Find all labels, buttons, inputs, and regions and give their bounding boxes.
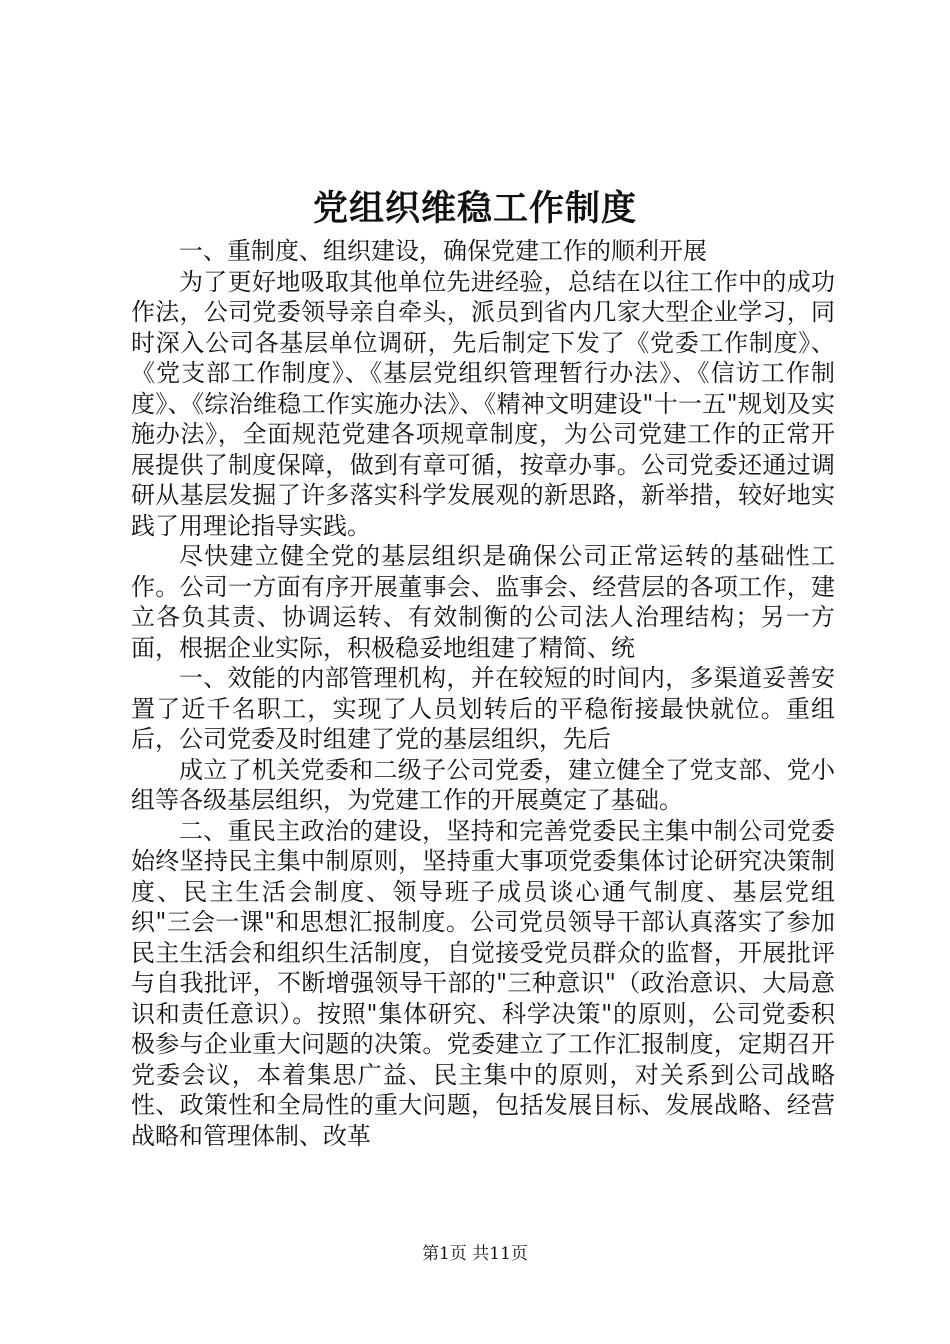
paragraph: 为了更好地吸取其他单位先进经验，总结在以往工作中的成功作法，公司党委领导亲自牵头，派员到省内几家大型企业学习，同时深入公司各基层单位调研，先后制定下发了《党委工作制度》、《党支部工作制度》、《基层党组织管理暂行办法》、《信访工作制度》、《综治维稳工作实施办法》、《精神文明建设"十一五"规划及实施办法》，全面规范党建各项规章制度，为公司党建工作的正常开展提供了制度保障，做到有章可循，按章办事。公司党委还通过调研从基层发掘了许多落实科学发展观的新思路，新举措，较好地实践了用理论指导实践。: [131, 267, 835, 540]
section-heading-1: 一、重制度、组织建设，确保党建工作的顺利开展: [179, 237, 707, 265]
paragraph: 成立了机关党委和二级子公司党委，建立健全了党支部、党小组等各级基层组织，为党建工作的开展奠定了基础。: [131, 755, 835, 814]
paragraph: 一、效能的内部管理机构，并在较短的时间内，多渠道妥善安置了近千名职工，实现了人员划转后的平稳衔接最快就位。重组后，公司党委及时组建了党的基层组织，先后: [131, 664, 835, 753]
document-body: [131, 236, 835, 1151]
document-title: 党组织维稳工作制度: [312, 188, 637, 229]
page-footer: 第1页 共11页: [422, 1244, 528, 1264]
paragraph: 尽快建立健全党的基层组织是确保公司正常运转的基础性工作。公司一方面有序开展董事会、监事会、经营层的各项工作，建立各负其责、协调运转、有效制衡的公司法人治理结构；另一方面，根据企业实际，积极稳妥地组建了精简、统: [131, 542, 835, 662]
section-heading-2-paragraph: 二、重民主政治的建设，坚持和完善党委民主集中制公司党委始终坚持民主集中制原则，坚持重大事项党委集体讨论研究决策制度、民主生活会制度、领导班子成员谈心通气制度、基层党组织"三会一课"和思想汇报制度。公司党员领导干部认真落实了参加民主生活会和组织生活制度，自觉接受党员群众的监督，开展批评与自我批评，不断增强领导干部的"三种意识"（政治意识、大局意识和责任意识）。按照"集体研究、科学决策"的原则，公司党委积极参与企业重大问题的决策。党委建立了工作汇报制度，定期召开党委会议，本着集思广益、民主集中的原则，对关系到公司战略性、政策性和全局性的重大问题，包括发展目标、发展战略、经营战略和管理体制、改革: [131, 816, 835, 1150]
